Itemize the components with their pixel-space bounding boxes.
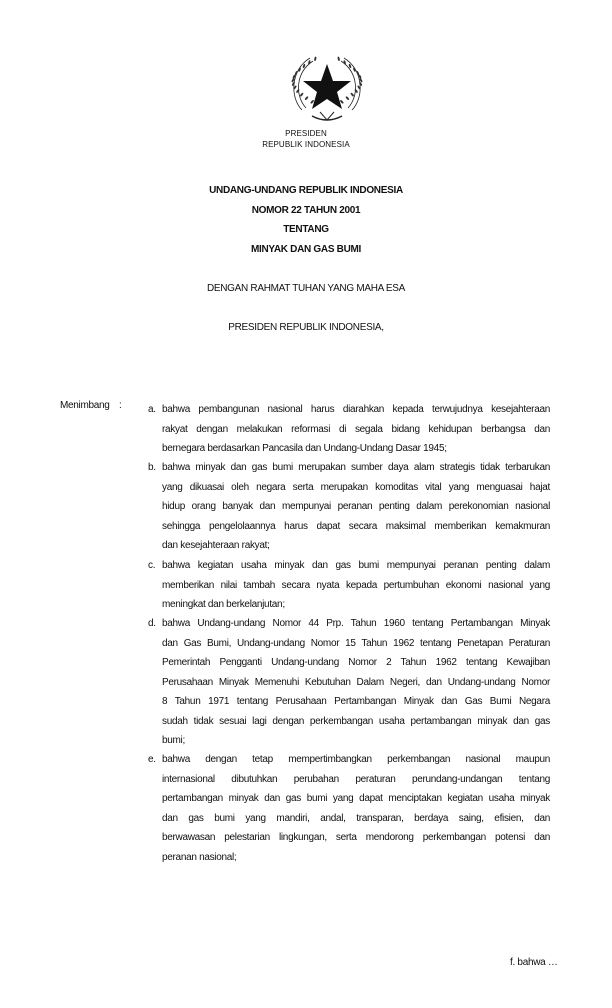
wreath-leaf — [300, 92, 304, 97]
consideration-item — [148, 750, 550, 867]
consideration-line: dan kesejahteraan rakyat; — [162, 540, 270, 551]
consideration-item — [148, 458, 550, 556]
consideration-line: yang dikuasai oleh negara serta merupakan komoditas vital yang menguasai hajat — [162, 481, 550, 493]
consideration-line: bumi; — [162, 735, 185, 746]
consideration-line: bahwa dengan tetap mempertimbangkan perkembangan nasional maupun — [162, 754, 550, 765]
consideration-line: bahwa pembangunan nasional harus diarahkan kepada terwujudnya kesejahteraan — [162, 404, 550, 415]
consideration-line: internasional dibutuhkan perubahan peraturan perundang-undangan tentang — [162, 773, 550, 785]
president-statement: PRESIDEN REPUBLIK INDONESIA, — [228, 322, 384, 333]
consideration-letter: e. — [148, 754, 156, 765]
consideration-item — [148, 400, 550, 459]
consideration-line: meningkat dan berkelanjutan; — [162, 599, 285, 610]
consideration-line: dan gas bumi yang mandiri, andal, transparan, berdaya saing, efisien, dan — [162, 812, 550, 824]
wreath-leaf — [350, 92, 354, 97]
grace-statement: DENGAN RAHMAT TUHAN YANG MAHA ESA — [206, 283, 406, 294]
garuda-star-emblem — [282, 48, 372, 130]
wreath-leaf — [354, 89, 358, 94]
consideration-line: bahwa Undang-undang Nomor 44 Prp. Tahun 1960 tentang Pertambangan Minyak — [162, 618, 550, 629]
consideration-letter: a. — [148, 404, 156, 415]
seal-caption-republic: REPUBLIK INDONESIA — [262, 140, 350, 149]
law-number: NOMOR 22 TAHUN 2001 — [251, 205, 361, 216]
consideration-line: bahwa minyak dan gas bumi merupakan sumber daya alam strategis tidak terbarukan — [162, 462, 550, 473]
consideration-letter: b. — [148, 462, 156, 473]
consideration-letter: c. — [148, 560, 156, 571]
law-subject: MINYAK DAN GAS BUMI — [250, 244, 362, 255]
consideration-line: Pemerintah Pengganti Undang-undang Nomor 2 Tahun 1962 tentang Kewajiban — [162, 657, 550, 668]
menimbang-colon: : — [119, 400, 122, 411]
seal-caption-president: PRESIDEN — [285, 129, 327, 138]
consideration-line: rakyat dengan melakukan reformasi di segala bidang kehidupan berbangsa dan — [162, 423, 550, 435]
consideration-letter: d. — [148, 618, 156, 629]
consideration-line: memberikan nilai tambah secara nyata kepada pertumbuhan ekonomi nasional yang — [162, 579, 550, 591]
consideration-line: sudah tidak sesuai lagi dengan perkembangan usaha pertambangan minyak dan gas — [162, 715, 550, 727]
menimbang-label: Menimbang — [60, 400, 110, 411]
consideration-line: Perusahaan Minyak Memenuhi Kebutuhan Dalam Negeri, dan Undang-undang Nomor — [162, 676, 550, 688]
consideration-item — [148, 614, 550, 751]
consideration-line: hidup orang banyak dan mempunyai peranan penting dalam perekonomian nasional — [162, 501, 550, 512]
consideration-line: peranan nasional; — [162, 851, 237, 863]
wreath-leaf — [304, 96, 308, 101]
consideration-line: 8 Tahun 1971 tentang Perusahaan Pertambangan Minyak dan Gas Bumi Negara — [162, 696, 550, 707]
consideration-line: bahwa kegiatan usaha minyak dan gas bumi mempunyai peranan penting dalam — [162, 560, 550, 571]
wreath-leaf — [337, 56, 340, 61]
consideration-line: berwawasan pelestarian lingkungan, serta mendorong perkembangan potensi dan — [162, 832, 550, 843]
wreath-leaf — [296, 89, 300, 94]
consideration-line: sehingga pengelolaannya harus dapat secara maksimal memberikan kemakmuran — [162, 520, 550, 532]
page-continuation: f. bahwa … — [510, 957, 558, 968]
wreath-leaf — [314, 56, 317, 61]
consideration-line: dan Gas Bumi, Undang-undang Nomor 15 Tahun 1962 tentang Penetapan Peraturan — [162, 637, 550, 649]
consideration-item — [148, 556, 550, 615]
wreath-leaf — [345, 96, 349, 101]
consideration-line: pertambangan minyak dan gas bumi yang dapat menciptakan kegiatan usaha minyak — [162, 793, 550, 804]
consideration-line: bernegara berdasarkan Pancasila dan Undang-Undang Dasar 1945; — [162, 443, 447, 454]
law-about: TENTANG — [283, 224, 329, 235]
law-title: UNDANG-UNDANG REPUBLIK INDONESIA — [209, 185, 403, 196]
